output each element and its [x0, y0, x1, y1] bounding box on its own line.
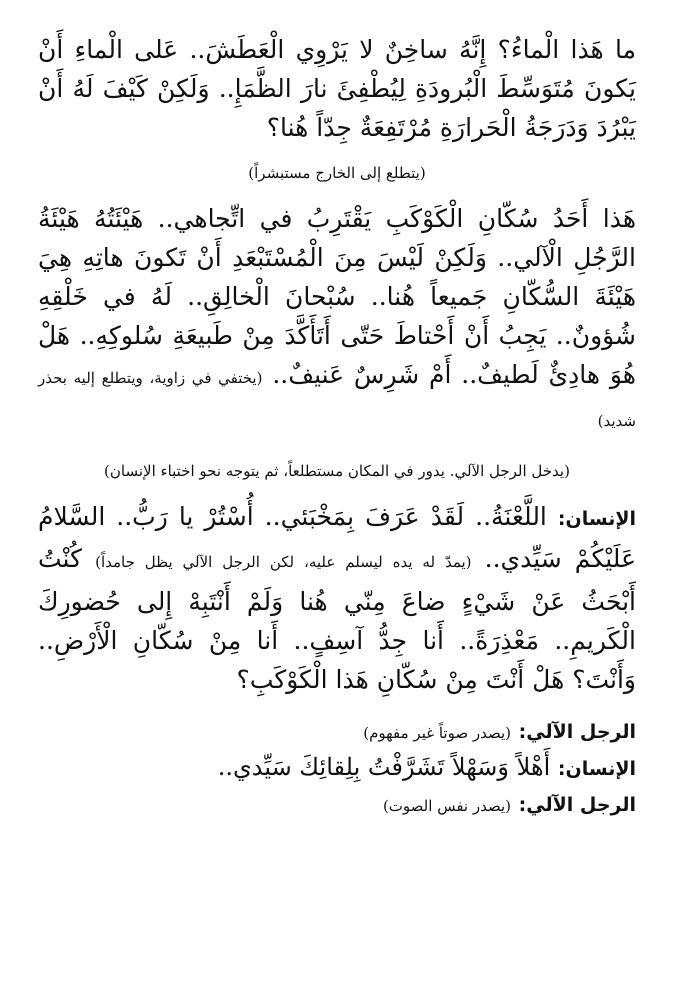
- monologue-2-text: هَذا أَحَدُ سُكّانِ الْكَوْكَبِ يَقْتَرِبُ في اتِّجاهي.. هَيْئَتُهُ هَيْئَةُ الرَّجُلِ الْآلي.. وَلَكِنْ لَيْسَ مِنَ الْمُسْتَبْعَدِ أَنْ تَكونَ هاتِهِ هِيَ هَيْئَةَ السُّكّانِ جَميعاً هُنا.. سُبْحانَ الْخالِقِ.. لَهُ في خَلْقِهِ شُؤونٌ.. يَجِبُ أَنْ أَحْتاطَ حَتّى أَتَأَكَّدَ مِنْ طَبيعَةِ سُلوكِهِ.. هَلْ هُوَ هادِئٌ لَطيفٌ.. أَمْ شَرِسٌ عَنيفٌ..: [38, 204, 636, 389]
- stage-direction-2: (يختفي في زاوية، ويتطلع إليه بحذر شديد): [38, 369, 636, 430]
- spacer: [38, 147, 636, 161]
- stage-direction-6: (يصدر نفس الصوت): [382, 797, 511, 815]
- dialog-robot-1: [38, 713, 636, 750]
- dialog-human-2: [38, 750, 636, 786]
- monologue-paragraph-1: ما هَذا الْماءُ؟ إِنَّهُ ساخِنٌ لا يَرْوِي الْعَطَشَ.. عَلى الْماءِ أَنْ يَكونَ مُتَوَسِّطَ الْبُرودَةِ لِيُطْفِئَ نارَ الظَّمَإِ.. وَلَكِنْ كَيْفَ لَهُ أَنْ يَبْرُدَ وَدَرَجَةُ الْحَرارَةِ مُرْتَفِعَةٌ جِدّاً هُنا؟: [38, 35, 636, 142]
- dialog-human-1-text-a: اللَّعْنَةُ.. لَقَدْ عَرَفَ بِمَخْبَئي.. أُسْتُرْ يا رَبُّ.. السَّلامُ عَلَيْكُمْ سَيِّدي..: [38, 502, 636, 573]
- speaker-robot: الرجل الآلي:: [518, 721, 636, 743]
- stage-direction-4: (يمدّ له يده ليسلم عليه، لكن الرجل الآلي يظل جامداً): [95, 553, 472, 571]
- spacer: [38, 699, 636, 713]
- speaker-robot: الرجل الآلي:: [518, 794, 636, 816]
- spacer: [38, 441, 636, 459]
- stage-direction-3: (يدخل الرجل الآلي. يدور في المكان مستطلعاً، ثم يتوجه نحو اختباء الإنسان): [104, 462, 570, 480]
- monologue-paragraph-2: [38, 199, 636, 441]
- dialog-robot-2: [38, 786, 636, 823]
- dialog-human-1-text-b: كُنْتُ أَبْحَثُ عَنْ شَيْءٍ ضاعَ مِنّي هُنا وَلَمْ أَنْتَبِهْ إِلى حُضورِكَ الْكَريمِ.. مَعْذِرَةً.. أَنا جِدُّ آسِفٍ.. أَنا مِنْ سُكّانِ الْأَرْضِ.. وَأَنْتَ؟ هَلْ أَنْتَ مِنْ سُكّانِ هَذا الْكَوْكَبِ؟: [38, 544, 636, 694]
- stage-direction-5: (يصدر صوتاً غير مفهوم): [363, 724, 511, 742]
- dialog-human-1: [38, 497, 636, 699]
- stage-direction-1: (يتطلع إلى الخارج مستبشراً): [248, 164, 426, 182]
- spacer: [38, 185, 636, 199]
- spacer: [38, 483, 636, 497]
- play-page: [38, 30, 636, 823]
- speaker-human: الإنسان:: [557, 508, 636, 530]
- speaker-human: الإنسان:: [557, 758, 636, 780]
- dialog-human-2-text: أَهْلاً وَسَهْلاً تَشَرَّفْتُ بِلِقائِكَ سَيِّدي..: [217, 753, 551, 781]
